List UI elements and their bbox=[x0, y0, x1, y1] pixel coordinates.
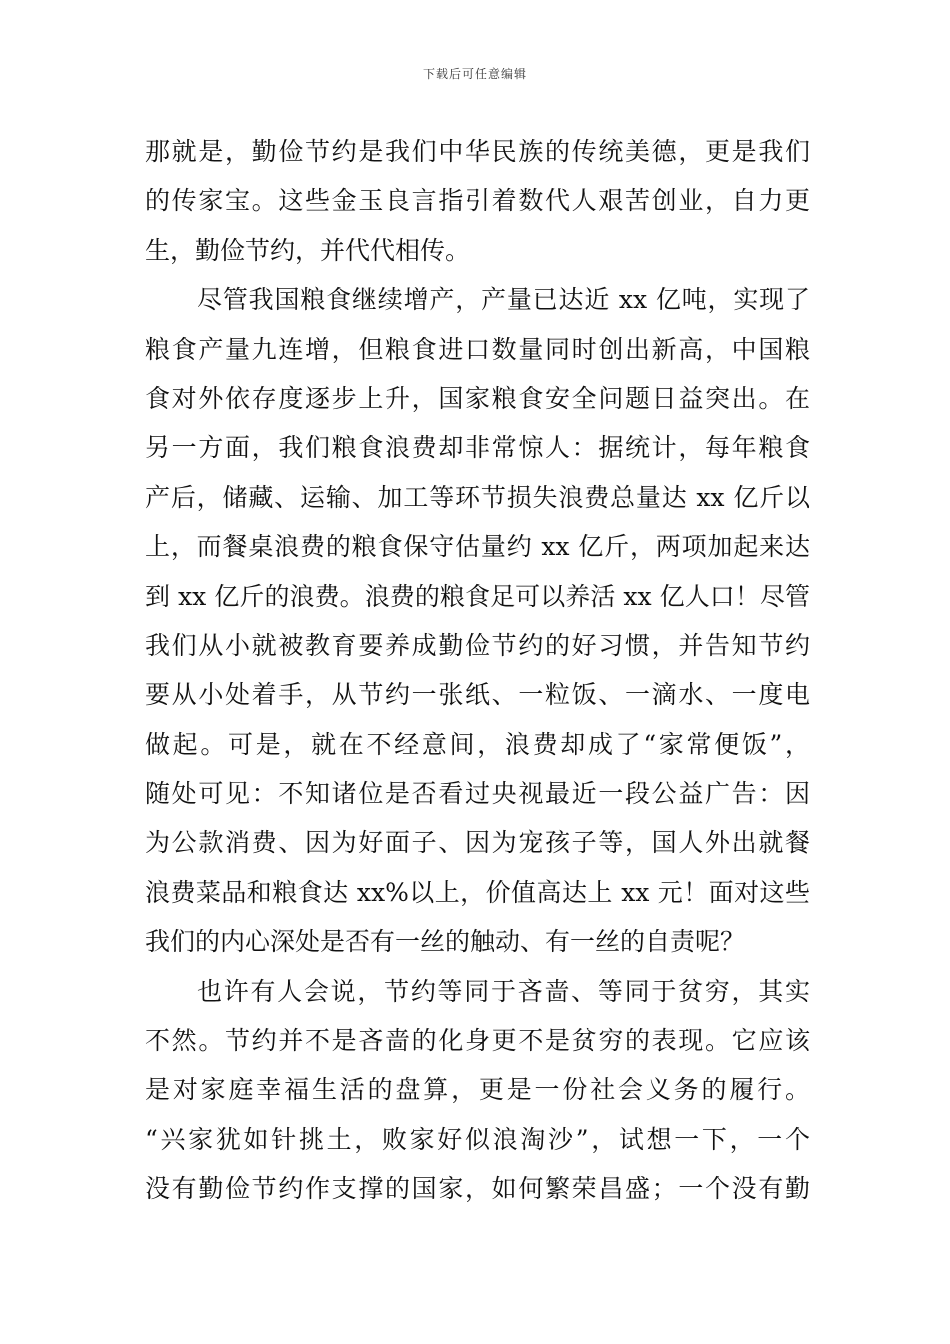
text-line: 不然。节约并不是吝啬的化身更不是贫穷的表现。它应该 bbox=[145, 1026, 810, 1056]
text-line: 到 xx 亿斤的浪费。浪费的粮食足可以养活 xx 亿人口！尽管 bbox=[145, 581, 810, 611]
text-line: 上，而餐桌浪费的粮食保守估量约 xx 亿斤，两项加起来达 bbox=[145, 532, 810, 562]
paragraph bbox=[145, 127, 810, 275]
text-line: 是对家庭幸福生活的盘算，更是一份社会义务的履行。 bbox=[145, 1075, 810, 1105]
text-line: 生，勤俭节约，并代代相传。 bbox=[145, 235, 471, 265]
text-line: 那就是，勤俭节约是我们中华民族的传统美德，更是我们 bbox=[145, 137, 810, 166]
paragraph bbox=[145, 967, 810, 1214]
text-line: 要从小处着手，从节约一张纸、一粒饭、一滴水、一度电 bbox=[145, 680, 810, 710]
text-line: 另一方面，我们粮食浪费却非常惊人：据统计，每年粮食 bbox=[145, 433, 810, 463]
text-line: 做起。可是，就在不经意间，浪费却成了“家常便饭”， bbox=[145, 729, 810, 759]
text-line: 没有勤俭节约作支撑的国家，如何繁荣昌盛；一个没有勤 bbox=[145, 1174, 810, 1204]
text-line: 食对外依存度逐步上升，国家粮食安全问题日益突出。在 bbox=[145, 383, 810, 413]
text-line: 尽管我国粮食继续增产，产量已达近 xx 亿吨，实现了 bbox=[197, 285, 810, 315]
paragraph bbox=[145, 275, 810, 966]
text-line: 的传家宝。这些金玉良言指引着数代人艰苦创业，自力更 bbox=[145, 186, 810, 216]
text-line: 也许有人会说，节约等同于吝啬、等同于贫穷，其实 bbox=[197, 976, 810, 1006]
text-line: “兴家犹如针挑土，败家好似浪淘沙”，试想一下，一个 bbox=[145, 1124, 810, 1154]
text-line: 我们的内心深处是否有一丝的触动、有一丝的自责呢？ bbox=[145, 927, 746, 957]
text-line: 产后，储藏、运输、加工等环节损失浪费总量达 xx 亿斤以 bbox=[145, 482, 810, 512]
page-header: 下载后可任意编辑 bbox=[422, 67, 527, 81]
text-line: 我们从小就被教育要养成勤俭节约的好习惯，并告知节约 bbox=[145, 630, 810, 660]
text-line: 随处可见：不知诸位是否看过央视最近一段公益广告：因 bbox=[145, 779, 810, 809]
text-line: 浪费菜品和粮食达 xx%以上，价值高达上 xx 元！面对这些 bbox=[145, 877, 810, 907]
text-line: 为公款消费、因为好面子、因为宠孩子等，国人外出就餐 bbox=[145, 828, 810, 858]
text-line: 粮食产量九连增，但粮食进口数量同时创出新高，中国粮 bbox=[145, 334, 810, 364]
document-body bbox=[145, 127, 810, 1214]
